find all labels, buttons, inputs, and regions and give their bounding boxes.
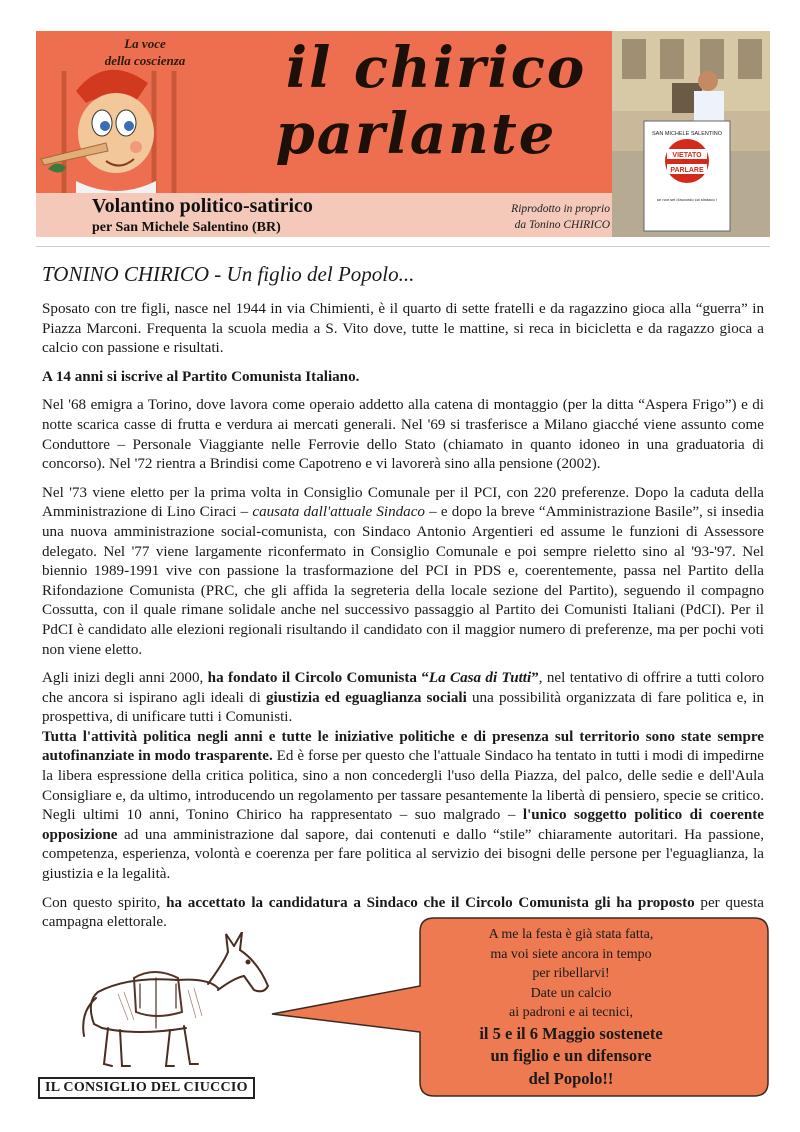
subtitle: Volantino politico-satirico xyxy=(92,195,313,217)
paragraph-2 xyxy=(42,368,764,388)
bubble-strong-line-2: un figlio e un difensore xyxy=(490,1046,652,1065)
paragraph-3: Nel '68 emigra a Torino, dove lavora come operaio addetto alla catena di montaggio (per la ditta “Aspera Frigo”) e di notte scarica casse di frutta e verdura ai mercati generali. Nel '69 si trasferisce a Milano giacché viene assunto come Conduttore – Personale Viaggiante nelle Ferrovie dello Stato (chiamato in quanto idoneo in una graduatoria di concorso). Nel '72 rientra a Brindisi come Capotreno e vi lavorerà sino alla pensione (2002). xyxy=(42,397,764,473)
protest-photo xyxy=(612,31,770,237)
title-line-2: parlante xyxy=(275,101,557,167)
bubble-line-4: Date un calcio xyxy=(530,985,612,1001)
sign-word-1: VIETATO xyxy=(672,152,702,159)
credit-line-1: Riprodotto in proprio xyxy=(511,203,610,215)
p4-italic: causata dall'attuale Sindaco xyxy=(252,504,425,521)
sign-top-text: SAN MICHELE SALENTINO xyxy=(652,131,722,137)
bubble-strong-line-1: il 5 e il 6 Maggio sostenete xyxy=(479,1023,663,1043)
bubble-text xyxy=(430,925,712,1090)
masthead xyxy=(36,31,770,237)
paragraph-5 xyxy=(42,669,764,728)
p5-bold-quote: ” xyxy=(531,670,539,687)
bubble-line-2: ma voi siete ancora in tempo xyxy=(490,946,652,962)
bubble-line-1: A me la festa è già stata fatta, xyxy=(488,927,654,942)
bubble-line-5: ai padroni e ai tecnici, xyxy=(509,1005,633,1020)
paragraph-1: Sposato con tre figli, nasce nel 1944 in via Chimienti, è il quarto di sette fratelli e da ragazzino gioca alla “guerra” in Piazza Marconi. Frequenta la scuola media a S. Vito dove, tutte le mattine, si reca in bicicletta e da ragazzo gioca a calcio con passione e risultati. xyxy=(42,301,764,357)
p5-part-g: una possibilità organizzata di fare politica e, in prospettiva, di unificare tutti i Comunisti. xyxy=(42,689,764,726)
newspaper-title xyxy=(226,35,646,167)
p6-bold-c: l'unico soggetto politico di coerente opposizione xyxy=(42,807,764,843)
p7-bold: ha accettato la candidatura a Sindaco che il Circolo Comunista gli ha proposto xyxy=(166,894,695,911)
subtitle-location: per San Michele Salentino (BR) xyxy=(92,220,281,235)
print-credit xyxy=(482,201,610,233)
p4-part-c: – e dopo la breve “Amministrazione Basile”, si insedia una nuova amministrazione social-comunista, con Sindaco Antonio Argentieri ed assume le funzioni di Assessore delegato. Nel '77 viene largamente riconfermato in Consiglio Comunale e poi sempre rieletto sino al '93-'97. Nel biennio 1989-1991 vive con passione la trasformazione del PCI in PDS e, coerentemente, passa nel Partito della Rifondazione Comunista (PRC, che gli affida la segreteria della locale sezione del Partito), seguendo il compagno Cossutta, con il quale rimane solidale anche nel successivo passaggio al Partito dei Comunisti Italiani (PdCI). Per il PdCI è candidato alle elezioni regionali risultando il candidato con il maggior numero di preferenze, ma per pochi voti non viene eletto. xyxy=(42,504,764,658)
p5-italic-name: La Casa di Tutti xyxy=(428,670,532,687)
p7-part-a: Con questo spirito, xyxy=(42,894,167,911)
p5-part-e: , nel tentativo di offrire a tutti coloro che ancora si ispirano agli ideali di xyxy=(42,670,764,706)
bubble-strong-line-3: del Popolo!! xyxy=(528,1068,614,1088)
p5-bold-a: ha fondato il Circolo Comunista “ xyxy=(207,670,429,687)
paragraph-6 xyxy=(42,728,764,885)
tagline-line-1: La voce xyxy=(124,36,166,51)
sign-bottom-text: se non sei d'accordo col sindaco ! xyxy=(657,197,717,202)
article xyxy=(42,262,764,942)
party-join-text: A 14 anni si iscrive al Partito Comunista Italiano. xyxy=(42,368,360,385)
article-heading: TONINO CHIRICO - Un figlio del Popolo... xyxy=(42,262,415,286)
header-divider xyxy=(36,246,770,247)
p6-bold-a: Tutta l'attività politica negli anni e tutte le iniziative politiche e di presenza sul territorio sono state sempre autofinanziate in modo trasparente. xyxy=(42,728,764,765)
paragraph-4 xyxy=(42,484,764,660)
title-line-1: il chirico xyxy=(285,35,587,101)
p4-part-a: Nel '73 viene eletto per la prima volta in Consiglio Comunale per il PCI, con 220 preferenze. Dopo la caduta della Amministrazione di Lino Ciraci – xyxy=(42,484,764,521)
p5-bold-ideals: giustizia ed eguaglianza sociali xyxy=(265,689,467,706)
p5-part-a: Agli inizi degli anni 2000, xyxy=(42,670,208,687)
sign-word-2: PARLARE xyxy=(670,167,704,174)
p6-part-d: ad una amministrazione dal sapore, dai contenuti e dallo “stile” chiaramente autoritari. Ha passione, competenza, esperienza, volontà e coerenza per fare politica al servizio dei bisogni delle persone per l'eguaglianza, la giustizia e la legalità. xyxy=(42,826,764,883)
p7-part-c: per questa campagna elettorale. xyxy=(42,894,764,931)
donkey-illustration xyxy=(58,932,278,1074)
bubble-line-3: per ribellarvi! xyxy=(532,966,610,981)
p6-part-b: Ed è forse per questo che l'attuale Sindaco ha tentato in tutti i modi di impedirne la libera espressione della critica politica, sino a non concedergli l'uso della Piazza, del palco, delle sedie e dell'Aula Consigliare e, da ultimo, introducendo un regolamento per tassare pesantemente la libertà di pensiero, specie se critico. Negli ultimi 10 anni, Tonino Chirico ha rappresentato – suo malgrado – xyxy=(42,748,764,824)
donkey-caption: IL CONSIGLIO DEL CIUCCIO xyxy=(38,1077,255,1099)
masthead-tagline xyxy=(80,35,210,69)
tagline-line-2: della coscienza xyxy=(104,53,186,68)
credit-line-2: da Tonino CHIRICO xyxy=(514,219,610,231)
